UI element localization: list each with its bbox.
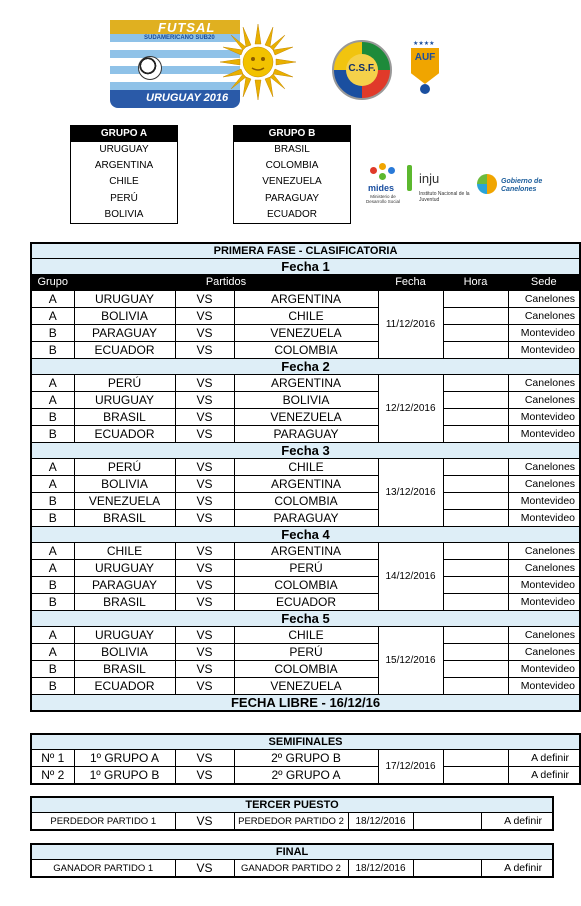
home-team: BRASIL	[74, 510, 175, 527]
match-group: A	[31, 560, 74, 577]
match-time	[443, 560, 508, 577]
match-group: B	[31, 342, 74, 359]
match-venue: Montevideo	[508, 594, 580, 611]
banner-title: FUTSAL	[158, 20, 216, 35]
home-team: PERDEDOR PARTIDO 1	[31, 813, 175, 831]
match-venue: Canelones	[508, 627, 580, 644]
home-team: BOLIVIA	[74, 476, 175, 493]
match-venue: Canelones	[508, 308, 580, 325]
match-venue: Montevideo	[508, 661, 580, 678]
vs-label: VS	[175, 325, 234, 342]
match-venue: Montevideo	[508, 342, 580, 359]
group-a-team: BOLIVIA	[104, 208, 144, 220]
home-team: PERÚ	[74, 375, 175, 392]
vs-label: VS	[175, 594, 234, 611]
match-date: 14/12/2016	[378, 543, 443, 611]
home-team: PARAGUAY	[74, 325, 175, 342]
home-team: ECUADOR	[74, 426, 175, 443]
match-time	[443, 409, 508, 426]
match-number: Nº 1	[31, 750, 74, 767]
home-team: CHILE	[74, 543, 175, 560]
match-time	[443, 750, 508, 767]
table-row	[31, 767, 580, 785]
match-time	[443, 392, 508, 409]
table-row	[31, 860, 553, 878]
match-time	[443, 543, 508, 560]
match-time	[443, 291, 508, 308]
match-time	[443, 493, 508, 510]
match-group: B	[31, 426, 74, 443]
home-team: URUGUAY	[74, 627, 175, 644]
home-team: 1º GRUPO A	[74, 750, 175, 767]
vs-label: VS	[175, 678, 234, 695]
match-date: 18/12/2016	[348, 813, 413, 831]
ball-icon	[138, 56, 162, 80]
table-row	[31, 543, 580, 560]
sun-of-may-icon	[218, 22, 298, 102]
group-b-team: ECUADOR	[266, 208, 317, 220]
fecha-header: Fecha 5	[31, 611, 580, 627]
home-team: URUGUAY	[74, 392, 175, 409]
column-header-row	[31, 275, 580, 291]
match-time	[443, 342, 508, 359]
match-venue: A definir	[508, 767, 580, 785]
match-venue: Canelones	[508, 392, 580, 409]
match-group: A	[31, 392, 74, 409]
match-group: A	[31, 291, 74, 308]
table-row	[31, 678, 580, 695]
match-time	[443, 375, 508, 392]
away-team: CHILE	[234, 627, 378, 644]
away-team: PARAGUAY	[234, 426, 378, 443]
away-team: 2º GRUPO B	[234, 750, 378, 767]
match-time	[443, 627, 508, 644]
away-team: ECUADOR	[234, 594, 378, 611]
match-group: B	[31, 325, 74, 342]
banner-event: URUGUAY 2016	[146, 92, 229, 104]
match-venue: Canelones	[508, 291, 580, 308]
col-sede: Sede	[508, 275, 580, 291]
group-a-team: URUGUAY	[99, 144, 149, 155]
match-group: A	[31, 627, 74, 644]
csf-logo: C.S.F.	[332, 40, 392, 100]
table-row	[31, 375, 580, 392]
table-row	[31, 594, 580, 611]
away-team: COLOMBIA	[234, 661, 378, 678]
fecha-header: Fecha 2	[31, 359, 580, 375]
away-team: 2º GRUPO A	[234, 767, 378, 785]
vs-label: VS	[175, 308, 234, 325]
primera-fase-title: PRIMERA FASE - CLASIFICATORIA	[31, 243, 580, 259]
match-date: 11/12/2016	[378, 291, 443, 359]
table-row	[31, 342, 580, 359]
match-date: 13/12/2016	[378, 459, 443, 527]
group-a-team: CHILE	[109, 176, 139, 188]
away-team: BOLIVIA	[234, 392, 378, 409]
group-a-team: ARGENTINA	[94, 160, 154, 172]
vs-label: VS	[175, 392, 234, 409]
away-team: VENEZUELA	[234, 678, 378, 695]
match-time	[443, 308, 508, 325]
table-row	[31, 459, 580, 476]
tercer-puesto-title: TERCER PUESTO	[31, 797, 553, 813]
away-team: ARGENTINA	[234, 543, 378, 560]
vs-label: VS	[175, 426, 234, 443]
vs-label: VS	[175, 813, 234, 831]
final-table	[30, 843, 554, 878]
match-venue: Montevideo	[508, 493, 580, 510]
match-venue: A definir	[508, 750, 580, 767]
banner-subtitle: SUDAMERICANO SUB20	[144, 35, 215, 41]
vs-label: VS	[175, 493, 234, 510]
table-row	[31, 493, 580, 510]
group-b-team: COLOMBIA	[265, 160, 319, 172]
match-number: Nº 2	[31, 767, 74, 785]
home-team: VENEZUELA	[74, 493, 175, 510]
col-fecha: Fecha	[378, 275, 443, 291]
vs-label: VS	[175, 644, 234, 661]
home-team: BOLIVIA	[74, 644, 175, 661]
away-team: COLOMBIA	[234, 493, 378, 510]
group-b-team: VENEZUELA	[262, 176, 322, 188]
away-team: PERDEDOR PARTIDO 2	[234, 813, 348, 831]
match-time	[443, 476, 508, 493]
match-time	[413, 813, 481, 831]
match-group: A	[31, 308, 74, 325]
away-team: GANADOR PARTIDO 2	[234, 860, 348, 878]
fecha-header: Fecha 4	[31, 527, 580, 543]
home-team: ECUADOR	[74, 342, 175, 359]
away-team: CHILE	[234, 459, 378, 476]
match-time	[443, 661, 508, 678]
vs-label: VS	[175, 560, 234, 577]
vs-label: VS	[175, 750, 234, 767]
match-group: A	[31, 375, 74, 392]
match-venue: Canelones	[508, 560, 580, 577]
group-b-title: GRUPO B	[234, 126, 350, 142]
home-team: BRASIL	[74, 409, 175, 426]
table-row	[31, 308, 580, 325]
table-row	[31, 750, 580, 767]
vs-label: VS	[175, 291, 234, 308]
group-a-title: GRUPO A	[71, 126, 177, 142]
vs-label: VS	[175, 375, 234, 392]
inju-logo: inju Instituto Nacional de la Juventud	[407, 165, 463, 210]
match-group: B	[31, 577, 74, 594]
match-group: B	[31, 661, 74, 678]
match-group: A	[31, 459, 74, 476]
match-time	[413, 860, 481, 878]
table-row	[31, 392, 580, 409]
home-team: BRASIL	[74, 661, 175, 678]
match-group: A	[31, 543, 74, 560]
match-group: B	[31, 409, 74, 426]
auf-logo: ★★★★ AUF	[411, 40, 439, 98]
match-group: B	[31, 678, 74, 695]
match-venue: Canelones	[508, 375, 580, 392]
away-team: COLOMBIA	[234, 577, 378, 594]
col-hora: Hora	[443, 275, 508, 291]
match-time	[443, 459, 508, 476]
fecha-libre: FECHA LIBRE - 16/12/16	[31, 695, 580, 712]
match-time	[443, 767, 508, 785]
match-venue: Canelones	[508, 644, 580, 661]
match-time	[443, 577, 508, 594]
match-venue: Canelones	[508, 476, 580, 493]
match-time	[443, 594, 508, 611]
table-row	[31, 476, 580, 493]
vs-label: VS	[175, 342, 234, 359]
match-group: B	[31, 594, 74, 611]
home-team: PARAGUAY	[74, 577, 175, 594]
home-team: URUGUAY	[74, 291, 175, 308]
home-team: URUGUAY	[74, 560, 175, 577]
tercer-puesto-table	[30, 796, 554, 831]
home-team: ECUADOR	[74, 678, 175, 695]
away-team: VENEZUELA	[234, 409, 378, 426]
vs-label: VS	[175, 661, 234, 678]
match-time	[443, 644, 508, 661]
match-venue: Montevideo	[508, 426, 580, 443]
match-group: B	[31, 493, 74, 510]
fecha-header: Fecha 3	[31, 443, 580, 459]
match-group: B	[31, 510, 74, 527]
away-team: COLOMBIA	[234, 342, 378, 359]
match-venue: Montevideo	[508, 577, 580, 594]
home-team: GANADOR PARTIDO 1	[31, 860, 175, 878]
table-row	[31, 813, 553, 831]
group-b-box	[233, 125, 351, 224]
table-row	[31, 661, 580, 678]
fecha-header: Fecha 1	[31, 259, 580, 275]
match-venue: Montevideo	[508, 325, 580, 342]
match-venue: Canelones	[508, 459, 580, 476]
match-time	[443, 510, 508, 527]
away-team: ARGENTINA	[234, 476, 378, 493]
away-team: ARGENTINA	[234, 291, 378, 308]
vs-label: VS	[175, 409, 234, 426]
vs-label: VS	[175, 767, 234, 785]
vs-label: VS	[175, 510, 234, 527]
table-row	[31, 627, 580, 644]
match-date: 18/12/2016	[348, 860, 413, 878]
away-team: PERÚ	[234, 560, 378, 577]
vs-label: VS	[175, 627, 234, 644]
table-row	[31, 409, 580, 426]
away-team: VENEZUELA	[234, 325, 378, 342]
canelones-logo: Gobierno de Canelones	[477, 170, 549, 202]
match-venue: A definir	[481, 860, 553, 878]
home-team: BOLIVIA	[74, 308, 175, 325]
col-partidos: Partidos	[74, 275, 378, 291]
vs-label: VS	[175, 577, 234, 594]
match-group: A	[31, 476, 74, 493]
semifinales-title: SEMIFINALES	[31, 734, 580, 750]
col-grupo: Grupo	[31, 275, 74, 291]
table-row	[31, 560, 580, 577]
table-row	[31, 510, 580, 527]
match-date: 15/12/2016	[378, 627, 443, 695]
table-row	[31, 325, 580, 342]
table-row	[31, 291, 580, 308]
home-team: PERÚ	[74, 459, 175, 476]
vs-label: VS	[175, 860, 234, 878]
match-venue: Canelones	[508, 543, 580, 560]
match-venue: A definir	[481, 813, 553, 831]
table-row	[31, 577, 580, 594]
group-b-team: PARAGUAY	[264, 192, 320, 204]
primera-fase-table	[30, 242, 581, 712]
mides-logo: mides Ministerio de Desarrollo Social	[362, 163, 404, 208]
home-team: BRASIL	[74, 594, 175, 611]
away-team: CHILE	[234, 308, 378, 325]
vs-label: VS	[175, 543, 234, 560]
match-time	[443, 426, 508, 443]
match-venue: Montevideo	[508, 510, 580, 527]
home-team: 1º GRUPO B	[74, 767, 175, 785]
semifinales-table	[30, 733, 581, 785]
group-b-team: BRASIL	[274, 144, 310, 155]
match-time	[443, 678, 508, 695]
match-group: A	[31, 644, 74, 661]
match-date: 12/12/2016	[378, 375, 443, 443]
away-team: PARAGUAY	[234, 510, 378, 527]
match-date: 17/12/2016	[378, 750, 443, 785]
table-row	[31, 644, 580, 661]
final-title: FINAL	[31, 844, 553, 860]
vs-label: VS	[175, 476, 234, 493]
match-venue: Montevideo	[508, 678, 580, 695]
vs-label: VS	[175, 459, 234, 476]
table-row	[31, 426, 580, 443]
away-team: ARGENTINA	[234, 375, 378, 392]
group-a-team: PERÚ	[110, 192, 138, 204]
match-venue: Montevideo	[508, 409, 580, 426]
away-team: PERÚ	[234, 644, 378, 661]
group-a-box	[70, 125, 178, 224]
match-time	[443, 325, 508, 342]
